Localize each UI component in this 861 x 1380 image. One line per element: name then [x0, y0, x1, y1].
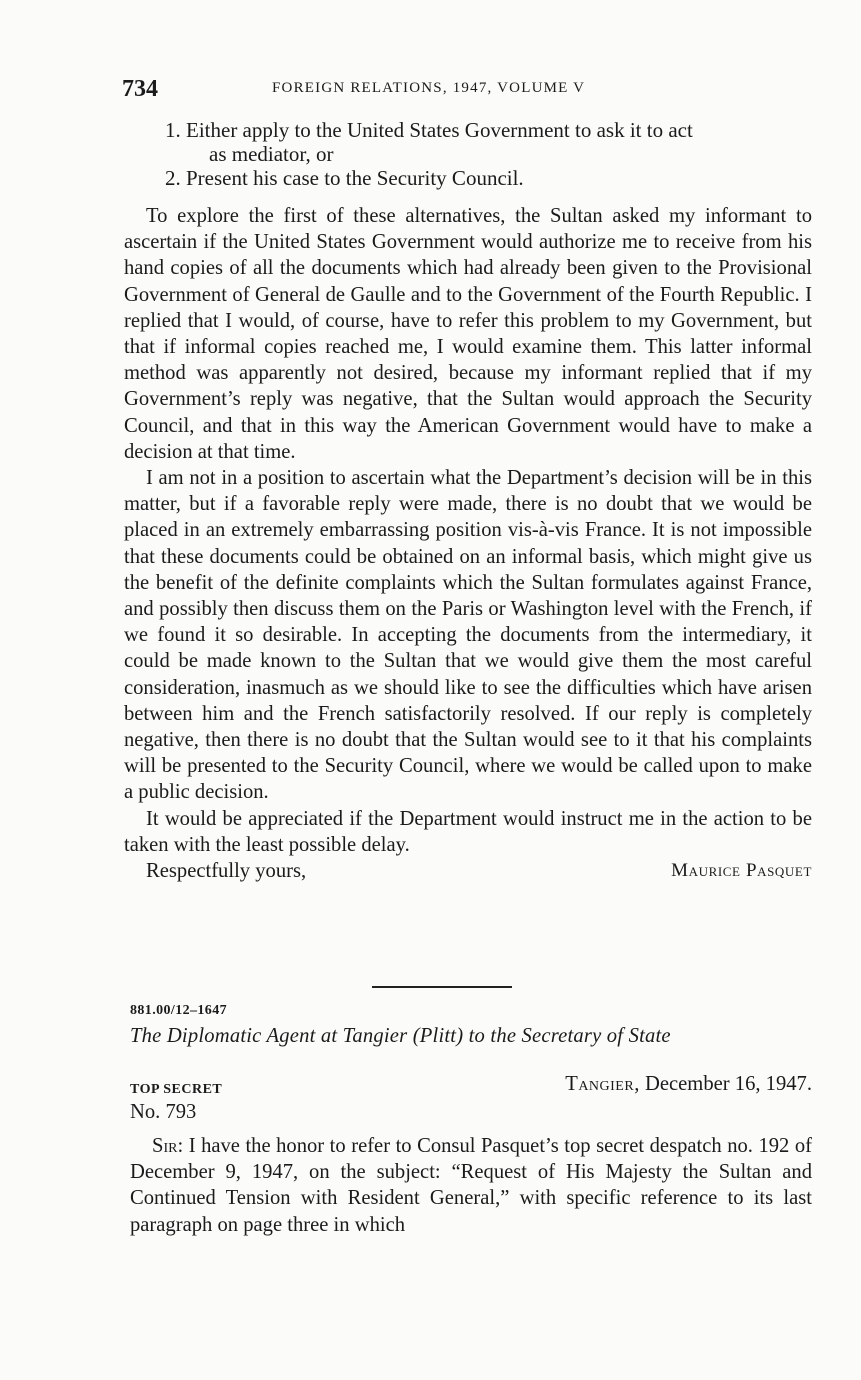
- option-2: 2. Present his case to the Security Council.: [165, 166, 524, 190]
- running-head: FOREIGN RELATIONS, 1947, VOLUME V: [272, 80, 586, 96]
- document-title: The Diplomatic Agent at Tangier (Plitt) to the Secretary of State: [130, 1025, 671, 1047]
- section-divider: [372, 986, 512, 988]
- place: Tangier,: [565, 1073, 640, 1095]
- paragraph: I am not in a position to ascertain what the Department’s decision will be in this matter, but if a favorable reply were made, there is no doubt that we would be placed in an extremely embarrassing position vis-à-vis France. It is not impossible that these documents could be obtained on an informal basis, which might give us the benefit of the definite complaints which the Sultan formulates against France, and possibly then discuss them on the Paris or Washington level with the French, if we found it so desirable. In accepting the documents from the intermediary, it could be made known to the Sultan that we would give them the most careful consideration, inasmuch as we should like to see the difficulties which have arisen between him and the French satisfactorily resolved. If our reply is completely negative, then there is no doubt that the Sultan would see to it that his complaints will be presented to the Security Council, where we would be called upon to make a public decision.: [124, 467, 812, 804]
- page-number: 734: [122, 76, 158, 102]
- classification: TOP SECRET: [130, 1082, 223, 1097]
- document-meta: [130, 1073, 812, 1133]
- paragraph: [130, 1133, 812, 1238]
- letter-body: [124, 203, 812, 884]
- despatch-body: [130, 1133, 812, 1238]
- option-1-continuation: as mediator, or: [209, 142, 334, 166]
- paragraph: To explore the first of these alternatives, the Sultan asked my informant to ascertain if the United States Government would authorize me to receive from his hand copies of all the documents which had already been given to the Provisional Government of General de Gaulle and to the Government of the Fourth Republic. I replied that I would, of course, have to refer this problem to my Government, but that if informal copies reached me, I would examine them. This latter informal method was apparently not desired, because my informant replied that if my Government’s reply was negative, that the Sultan would approach the Security Council, and that in this way the American Government would have to make a decision at that time.: [124, 205, 812, 463]
- file-number: 881.00/12–1647: [130, 1003, 227, 1018]
- document-number: No. 793: [130, 1101, 197, 1123]
- signature-block: [124, 858, 812, 884]
- options-list: [165, 118, 825, 190]
- option-1: 1. Either apply to the United States Government to ask it to act: [165, 118, 693, 142]
- salutation: Sir: [152, 1135, 178, 1157]
- paragraph: It would be appreciated if the Department would instruct me in the action to be taken with the least possible delay.: [124, 807, 812, 856]
- closing: Respectfully yours,: [146, 860, 307, 883]
- despatch-text: : I have the honor to refer to Consul Pasquet’s top secret despatch no. 192 of December 9, 1947, on the subject: “Request of His Majesty the Sultan and Continued Tension with Resident General,” with specific reference to its last paragraph on page three in which: [130, 1135, 812, 1236]
- page-header: [122, 76, 812, 106]
- date: December 16, 1947.: [645, 1073, 812, 1095]
- place-date: [565, 1073, 812, 1096]
- signature: Maurice Pasquet: [671, 860, 812, 882]
